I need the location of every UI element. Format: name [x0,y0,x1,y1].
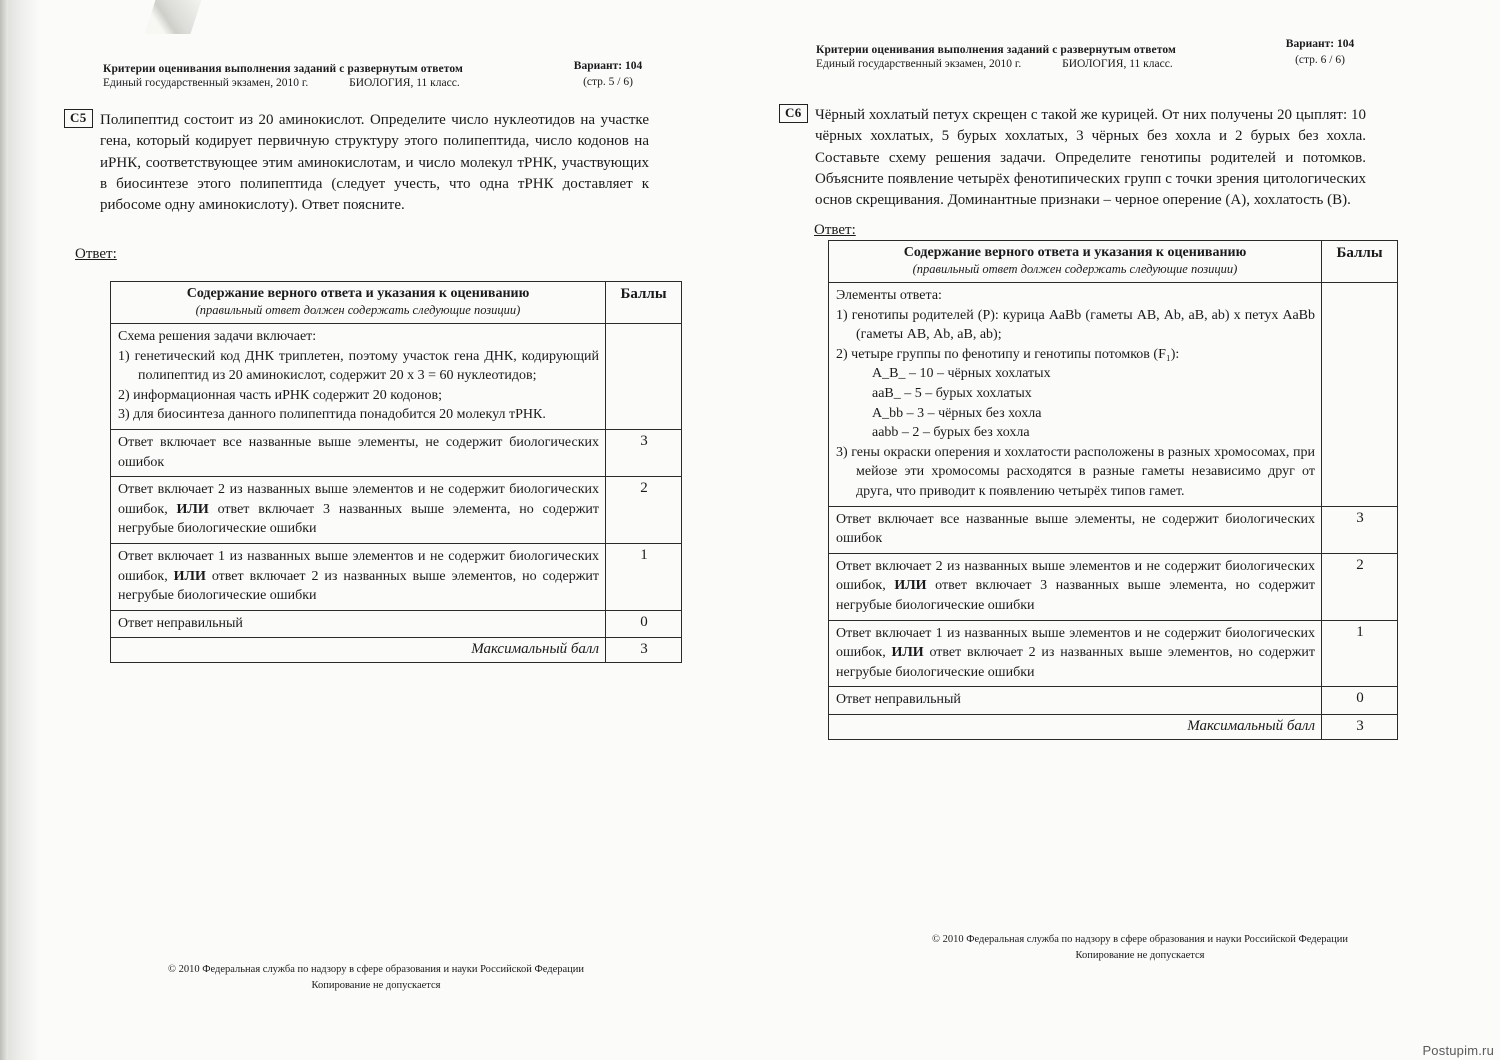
header-content-subtitle: (правильный ответ должен содержать следующие позиции) [912,262,1238,276]
answer-label-right: Ответ: [814,222,856,238]
criteria-row-score: 3 [606,429,682,476]
content-item: 1) генетический код ДНК триплетен, поэтому участок гена ДНК, кодирующий полипептид из 20 аминокислот, содержит 20 х 3 = 60 нуклеотидов; [118,348,599,384]
header-exam-name: Единый государственный экзамен, 2010 г. [103,77,309,89]
table-row [111,429,682,476]
variant-number: Вариант: 104 [573,60,643,72]
table-header-row [111,282,682,324]
document-page-6 [750,0,1500,1060]
table-row [829,506,1398,553]
table-row [111,543,682,610]
max-score-value: 3 [606,638,682,663]
site-watermark: Postupim.ru [1422,1043,1494,1058]
criteria-content-cell [829,283,1322,507]
header-cell-content [111,282,606,324]
header-exam-line [103,77,463,89]
task-code-c6: С6 [779,104,808,123]
task-text-c6: Чёрный хохлатый петух скрещен с такой же курицей. От них получены 20 цыплят: 10 чёрных хохлатых, 5 бурых хохлатых, 3 чёрных без хохла и 2 бурых без хохла. Составьте схему решения задачи. Определите генотипы родителей и потомков. Объясните появление четырёх фенотипических групп с точки зрения цитологических основ скрещивания. Доминантные признаки – черное оперение (А), хохлатость (В). [815,107,1366,209]
table-header-row [829,241,1398,283]
content-item: 1) генотипы родителей (Р): курица АаВb (гаметы АВ, Аb, аВ, ab) х петух АаВb (гаметы АВ, Аb, аВ, ab); [836,307,1315,343]
page-number: (стр. 5 / 6) [583,76,633,88]
header-exam-name: Единый государственный экзамен, 2010 г. [816,58,1022,70]
content-item: 3) для биосинтеза данного полипептида понадобится 20 молекул тРНК. [118,407,546,423]
criteria-row-score: 0 [1322,687,1398,715]
table-row [829,687,1398,715]
page-footer-right [870,932,1410,964]
criteria-row-text: Ответ включает все названные выше элементы, не содержит биологических ошибок [829,506,1322,553]
genotype-line: А_В_ – 10 – чёрных хохлатых [872,366,1051,382]
content-item: 2) четыре группы по фенотипу и генотипы потомков (F₁): [836,346,1180,362]
criteria-row-text: Ответ включает 1 из названных выше элементов и не содержит биологических ошибок, ИЛИ ответ включает 2 из названных выше элементов, но содержит негрубые биологические ошибки [829,620,1322,687]
criteria-table-c6 [828,240,1398,740]
page-header-right [816,44,1176,70]
variant-number: Вариант: 104 [1285,38,1355,50]
header-content-subtitle: (правильный ответ должен содержать следующие позиции) [195,303,521,317]
footer-copyright: © 2010 Федеральная служба по надзору в сфере образования и науки Российской Федерации [167,964,585,975]
table-row-content [111,324,682,430]
criteria-row-score: 2 [606,477,682,544]
header-title: Критерии оценивания выполнения заданий с развернутым ответом [103,63,463,75]
footer-notice: Копирование не допускается [311,979,441,991]
table-row [829,620,1398,687]
content-intro: Схема решения задачи включает: [118,329,317,344]
criteria-content-score [606,324,682,430]
page-footer-left [106,962,646,994]
content-intro: Элементы ответа: [836,288,942,303]
task-code-c5: С5 [64,109,93,128]
max-score-label: Максимальный балл [829,714,1322,739]
criteria-row-text: Ответ включает 1 из названных выше элементов и не содержит биологических ошибок, ИЛИ ответ включает 2 из названных выше элементов, но содержит негрубые биологические ошибки [111,543,606,610]
header-exam-line [816,58,1176,70]
table-row-max [111,638,682,663]
task-text-c5: Полипептид состоит из 20 аминокислот. Определите число нуклеотидов на участке гена, который кодирует первичную структуру этого полипептида, число кодонов на иРНК, соответствующее этим аминокислотам, и число молекул тРНК, участвующих в биосинтезе этого полипептида (следует учесть, что одна тРНК доставляет к рибосоме одну аминокислоту). Ответ поясните. [100,112,649,214]
page-header-left [103,63,463,89]
criteria-row-text: Ответ включает все названные выше элементы, не содержит биологических ошибок [111,429,606,476]
header-content-title: Содержание верного ответа и указания к оцениванию [903,245,1247,260]
header-title: Критерии оценивания выполнения заданий с развернутым ответом [816,44,1176,56]
header-subject: БИОЛОГИЯ, 11 класс. [1062,58,1173,70]
criteria-content-score [1322,283,1398,507]
header-cell-content [829,241,1322,283]
criteria-row-score: 1 [1322,620,1398,687]
content-item: 2) информационная часть иРНК содержит 20 кодонов; [118,387,443,403]
max-score-label: Максимальный балл [111,638,606,663]
genotype-line: ааbb – 2 – бурых без хохла [872,425,1030,441]
criteria-row-text: Ответ неправильный [829,687,1322,715]
criteria-row-score: 0 [606,610,682,638]
table-row [829,553,1398,620]
criteria-row-score: 1 [606,543,682,610]
criteria-row-score: 3 [1322,506,1398,553]
criteria-row-text: Ответ неправильный [111,610,606,638]
max-score-value: 3 [1322,714,1398,739]
variant-block-right [1260,38,1380,66]
criteria-row-score: 2 [1322,553,1398,620]
criteria-table-c5 [110,281,682,663]
table-row [111,477,682,544]
header-subject: БИОЛОГИЯ, 11 класс. [349,77,460,89]
answer-label-left: Ответ: [75,246,117,262]
content-item: 3) гены окраски оперения и хохлатости расположены в разных хромосомах, при мейозе эти хромосомы расходятся в разные гаметы независимо друг от друга, что приводит к появлению четырёх типов гамет. [836,444,1315,499]
footer-copyright: © 2010 Федеральная служба по надзору в сфере образования и науки Российской Федерации [931,934,1349,945]
genotype-line: А_bb – 3 – чёрных без хохла [872,405,1042,421]
table-row-content [829,283,1398,507]
header-content-title: Содержание верного ответа и указания к оцениванию [186,286,530,301]
header-cell-score: Баллы [606,282,682,324]
table-row [111,610,682,638]
criteria-row-text: Ответ включает 2 из названных выше элементов и не содержит биологических ошибок, ИЛИ ответ включает 3 названных выше элемента, но содержит негрубые биологические ошибки [829,553,1322,620]
genotype-line: ааВ_ – 5 – бурых хохлатых [872,385,1032,401]
criteria-row-text: Ответ включает 2 из названных выше элементов и не содержит биологических ошибок, ИЛИ ответ включает 3 названных выше элемента, но содержит негрубые биологические ошибки [111,477,606,544]
footer-notice: Копирование не допускается [1075,949,1205,961]
criteria-content-cell [111,324,606,430]
page-number: (стр. 6 / 6) [1295,54,1345,66]
header-cell-score: Баллы [1322,241,1398,283]
variant-block-left [548,60,668,88]
table-row-max [829,714,1398,739]
